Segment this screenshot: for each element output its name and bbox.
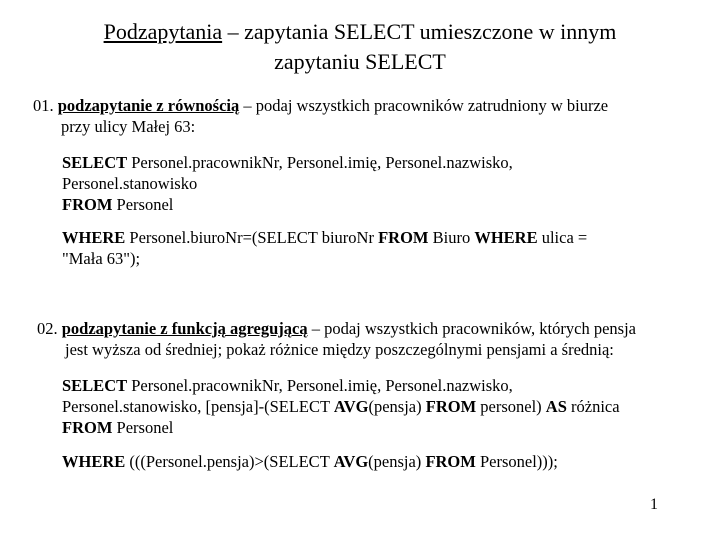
item-1-number: 01.	[33, 96, 58, 115]
item-1-desc-line2: przy ulicy Małej 63:	[61, 117, 196, 136]
item-2-heading: podzapytanie z funkcją agregującą	[61, 319, 308, 338]
sql-text: personel)	[476, 397, 546, 416]
item-2-number: 02.	[37, 319, 62, 338]
item-2	[37, 318, 697, 360]
sql-text: (pensja)	[368, 397, 426, 416]
sql-keyword: WHERE	[62, 452, 126, 471]
item-2-desc: – podaj wszystkich pracowników, których pensja	[307, 319, 636, 338]
sql-2-select	[62, 375, 702, 438]
sql-keyword: AVG	[333, 452, 369, 471]
sql-text: Personel.biuroNr=(SELECT biuroNr	[125, 228, 379, 247]
sql-text: ulica =	[537, 228, 588, 247]
sql-text: "Mała 63");	[62, 249, 141, 268]
item-1-desc: – podaj wszystkich pracowników zatrudniony w biurze	[239, 96, 609, 115]
sql-keyword: WHERE	[474, 228, 538, 247]
sql-keyword: FROM	[62, 195, 113, 214]
sql-text: Personel.stanowisko	[62, 174, 198, 193]
sql-text: Personel	[112, 195, 174, 214]
sql-text: Personel)));	[475, 452, 558, 471]
sql-text: różnica	[566, 397, 620, 416]
sql-text: (((Personel.pensja)>(SELECT	[125, 452, 334, 471]
item-1	[33, 95, 693, 137]
sql-2-where	[62, 451, 702, 472]
item-2-desc-line2: jest wyższa od średniej; pokaż różnice między poszczególnymi pensjami a średnią:	[65, 340, 614, 359]
sql-text: Personel.pracownikNr, Personel.imię, Personel.nazwisko,	[127, 376, 513, 395]
item-1-heading: podzapytanie z równością	[57, 96, 240, 115]
sql-keyword: FROM	[62, 418, 113, 437]
sql-text: (pensja)	[368, 452, 426, 471]
sql-keyword: FROM	[378, 228, 429, 247]
sql-1-where	[62, 227, 702, 269]
title-underlined: Podzapytania	[103, 19, 223, 44]
sql-keyword: FROM	[425, 397, 477, 416]
sql-text: Personel	[112, 418, 174, 437]
title-line2: zapytaniu SELECT	[274, 49, 446, 74]
sql-keyword: AVG	[333, 397, 369, 416]
sql-keyword: SELECT	[62, 376, 128, 395]
sql-keyword: WHERE	[62, 228, 126, 247]
sql-keyword: AS	[545, 397, 567, 416]
title-rest: – zapytania SELECT umieszczone w innym	[222, 19, 617, 44]
sql-text: Personel.stanowisko, [pensja]-(SELECT	[62, 397, 334, 416]
sql-text: Personel.pracownikNr, Personel.imię, Personel.nazwisko,	[127, 153, 513, 172]
page-number: 1	[650, 496, 658, 513]
slide-title	[40, 17, 680, 77]
sql-text: Biuro	[428, 228, 475, 247]
sql-1-select	[62, 152, 702, 215]
sql-keyword: SELECT	[62, 153, 128, 172]
sql-keyword: FROM	[425, 452, 476, 471]
